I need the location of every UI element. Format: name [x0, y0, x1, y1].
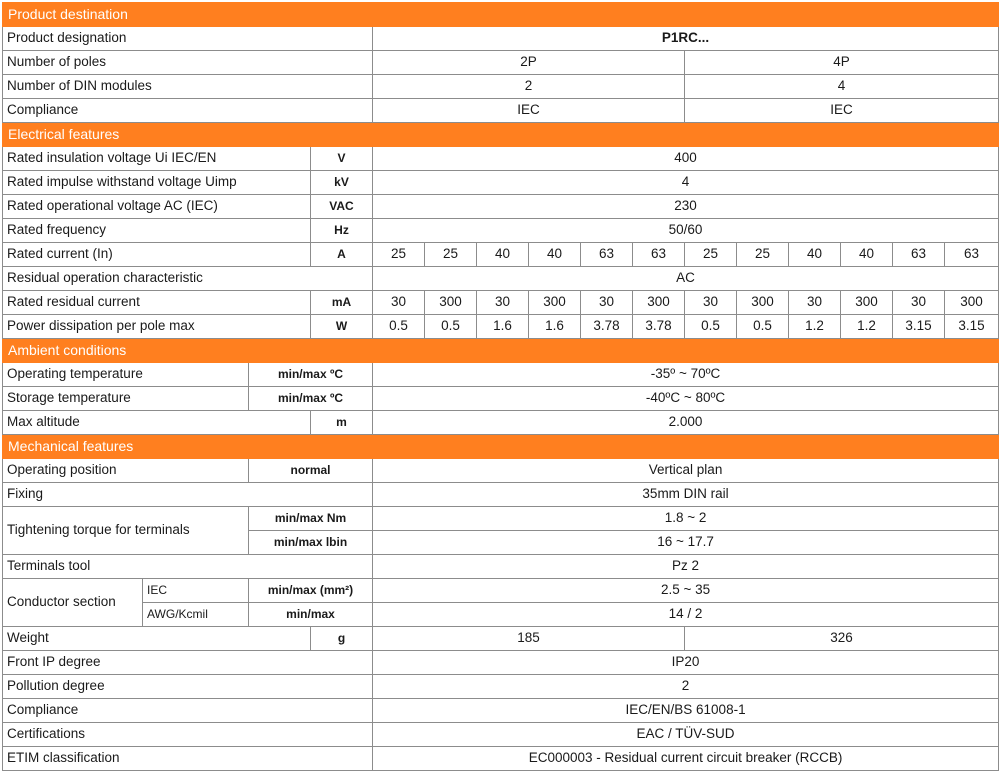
table-row [3, 219, 999, 243]
row-label: Storage temperature [3, 387, 249, 411]
table-row [3, 99, 999, 123]
cell-value: 63 [633, 243, 685, 267]
section-title: Product destination [3, 3, 999, 27]
cell-value: 4 [373, 171, 999, 195]
section-header-product [3, 3, 999, 27]
row-label: Weight [3, 627, 311, 651]
unit-cell: min/max lbin [249, 531, 373, 555]
cell-value: 300 [841, 291, 893, 315]
table-row [3, 507, 999, 531]
cell-value: 2.5 ~ 35 [373, 579, 999, 603]
table-row [3, 243, 999, 267]
row-label: Conductor section [3, 579, 143, 627]
table-row [3, 195, 999, 219]
table-row [3, 411, 999, 435]
table-row [3, 627, 999, 651]
cell-value: 30 [789, 291, 841, 315]
cell-value: 30 [477, 291, 529, 315]
cell-value: 40 [841, 243, 893, 267]
row-label: Fixing [3, 483, 373, 507]
table-row [3, 387, 999, 411]
table-row [3, 267, 999, 291]
cell-value: 40 [789, 243, 841, 267]
row-label: Operating temperature [3, 363, 249, 387]
unit-cell: m [311, 411, 373, 435]
row-label: Number of poles [3, 51, 373, 75]
cell-value: 16 ~ 17.7 [373, 531, 999, 555]
cell-value: EC000003 - Residual current circuit breaker (RCCB) [373, 747, 999, 771]
cell-value: 230 [373, 195, 999, 219]
unit-cell: A [311, 243, 373, 267]
row-label: ETIM classification [3, 747, 373, 771]
cell-value: 2.000 [373, 411, 999, 435]
unit-cell: min/max (mm²) [249, 579, 373, 603]
sub-label: IEC [143, 579, 249, 603]
cell-value: EAC / TÜV-SUD [373, 723, 999, 747]
cell-value: 400 [373, 147, 999, 171]
row-label: Power dissipation per pole max [3, 315, 311, 339]
cell-value: 3.15 [945, 315, 999, 339]
table-row [3, 75, 999, 99]
cell-value: 1.6 [529, 315, 581, 339]
cell-value: 0.5 [373, 315, 425, 339]
cell-value: 2 [373, 75, 685, 99]
cell-value: 63 [581, 243, 633, 267]
table-row [3, 171, 999, 195]
table-row [3, 315, 999, 339]
cell-value: 0.5 [685, 315, 737, 339]
row-label: Front IP degree [3, 651, 373, 675]
table-row [3, 51, 999, 75]
cell-value: 300 [737, 291, 789, 315]
cell-value: 300 [529, 291, 581, 315]
row-label: Residual operation characteristic [3, 267, 373, 291]
unit-cell: min/max [249, 603, 373, 627]
table-row [3, 459, 999, 483]
row-label: Compliance [3, 699, 373, 723]
table-row [3, 363, 999, 387]
cell-value: IEC/EN/BS 61008-1 [373, 699, 999, 723]
cell-value: 3.78 [633, 315, 685, 339]
row-label: Rated insulation voltage Ui IEC/EN [3, 147, 311, 171]
cell-value: 25 [737, 243, 789, 267]
unit-cell: V [311, 147, 373, 171]
unit-cell: kV [311, 171, 373, 195]
table-row [3, 723, 999, 747]
cell-value: 30 [685, 291, 737, 315]
cell-value: 25 [685, 243, 737, 267]
designation-value: P1RC... [373, 27, 999, 51]
cell-value: 4P [685, 51, 999, 75]
unit-cell: min/max ºC [249, 387, 373, 411]
unit-cell: W [311, 315, 373, 339]
cell-value: 3.15 [893, 315, 945, 339]
cell-value: 1.8 ~ 2 [373, 507, 999, 531]
row-label: Pollution degree [3, 675, 373, 699]
cell-value: 2P [373, 51, 685, 75]
table-row [3, 651, 999, 675]
cell-value: 30 [373, 291, 425, 315]
row-label: Operating position [3, 459, 249, 483]
cell-value: 0.5 [425, 315, 477, 339]
spec-table [2, 2, 999, 771]
row-label: Certifications [3, 723, 373, 747]
unit-cell: mA [311, 291, 373, 315]
unit-cell: VAC [311, 195, 373, 219]
cell-value: 300 [945, 291, 999, 315]
unit-cell: Hz [311, 219, 373, 243]
cell-value: 40 [477, 243, 529, 267]
table-row [3, 291, 999, 315]
cell-value: 1.2 [789, 315, 841, 339]
table-row [3, 579, 999, 603]
cell-value: 63 [893, 243, 945, 267]
row-label: Compliance [3, 99, 373, 123]
cell-value: 25 [373, 243, 425, 267]
section-title: Ambient conditions [3, 339, 999, 363]
row-label: Tightening torque for terminals [3, 507, 249, 555]
cell-value: 25 [425, 243, 477, 267]
unit-cell: normal [249, 459, 373, 483]
unit-cell: g [311, 627, 373, 651]
cell-value: -40ºC ~ 80ºC [373, 387, 999, 411]
section-title: Electrical features [3, 123, 999, 147]
table-row [3, 27, 999, 51]
unit-cell: min/max ºC [249, 363, 373, 387]
cell-value: 14 / 2 [373, 603, 999, 627]
cell-value: IEC [373, 99, 685, 123]
table-row [3, 699, 999, 723]
row-label: Terminals tool [3, 555, 373, 579]
row-label: Product designation [3, 27, 373, 51]
cell-value: 1.6 [477, 315, 529, 339]
cell-value: 4 [685, 75, 999, 99]
cell-value: 30 [893, 291, 945, 315]
cell-value: IEC [685, 99, 999, 123]
row-label: Rated current (In) [3, 243, 311, 267]
cell-value: 35mm DIN rail [373, 483, 999, 507]
cell-value: 1.2 [841, 315, 893, 339]
row-label: Rated operational voltage AC (IEC) [3, 195, 311, 219]
sub-label: AWG/Kcmil [143, 603, 249, 627]
table-row [3, 147, 999, 171]
cell-value: IP20 [373, 651, 999, 675]
cell-value: Pz 2 [373, 555, 999, 579]
cell-value: 40 [529, 243, 581, 267]
row-label: Rated frequency [3, 219, 311, 243]
row-label: Number of DIN modules [3, 75, 373, 99]
section-header-ambient [3, 339, 999, 363]
section-title: Mechanical features [3, 435, 999, 459]
cell-value: Vertical plan [373, 459, 999, 483]
cell-value: 2 [373, 675, 999, 699]
row-label: Rated impulse withstand voltage Uimp [3, 171, 311, 195]
section-header-mechanical [3, 435, 999, 459]
cell-value: -35º ~ 70ºC [373, 363, 999, 387]
table-row [3, 555, 999, 579]
unit-cell: min/max Nm [249, 507, 373, 531]
row-label: Max altitude [3, 411, 311, 435]
cell-value: 300 [425, 291, 477, 315]
cell-value: 63 [945, 243, 999, 267]
table-row [3, 675, 999, 699]
cell-value: 326 [685, 627, 999, 651]
table-row [3, 483, 999, 507]
cell-value: 30 [581, 291, 633, 315]
table-row [3, 603, 999, 627]
cell-value: 0.5 [737, 315, 789, 339]
row-label: Rated residual current [3, 291, 311, 315]
cell-value: 50/60 [373, 219, 999, 243]
section-header-electrical [3, 123, 999, 147]
cell-value: AC [373, 267, 999, 291]
cell-value: 300 [633, 291, 685, 315]
cell-value: 185 [373, 627, 685, 651]
table-row [3, 747, 999, 771]
cell-value: 3.78 [581, 315, 633, 339]
